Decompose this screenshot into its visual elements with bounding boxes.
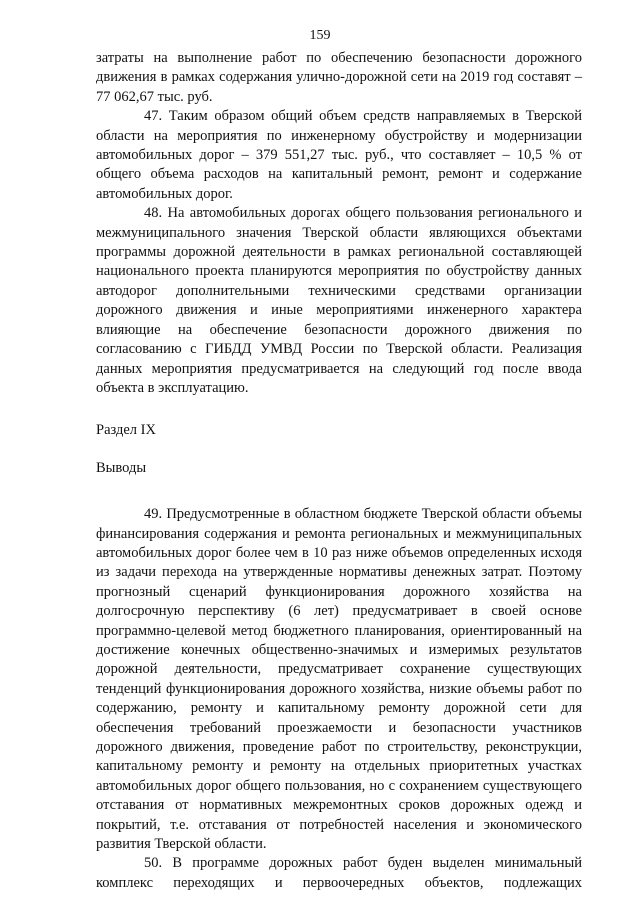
spacer (96, 441, 582, 459)
spacer (96, 478, 582, 505)
paragraph-continuation: затраты на выполнение работ по обеспечению безопасности дорожного движения в рамках содержания улично-дорожной сети на 2019 год составят – 77 062,67 тыс. руб. (96, 50, 582, 105)
paragraph-49: 49. Предусмотренные в областном бюджете Тверской области объемы финансирования содержания и ремонта региональных и межмуниципальных автомобильных дорог более чем в 10 раз ниже объемов определенных исходя из задачи перехода на утвержденные нормативы денежных затрат. Поэтому прогнозный сценарий функционирования дорожного хозяйства на долгосрочную перспективу (6 лет) предусматривает в своей основе программно-целевой метод бюджетного планирования, ориентированный на достижение конечных общественно-значимых и измеримых результатов дорожной деятельности, предусматривает сохранение существующих тенденций функционирования дорожного хозяйства, низкие объемы работ по содержанию, ремонту и капитальному ремонту дорожной сети для обеспечения требований проезжаемости и безопасности участников дорожного движения, проведение работ по строительству, реконструкции, капитальному ремонту и ремонту на отдельных приоритетных участках автомобильных дорог общего пользования, но с сохранением существующего отставания от нормативных межремонтных сроков дорожных одежд и покрытий, т.е. отставания от потребностей населения и экономического развития Тверской области. (96, 506, 582, 853)
document-body (96, 49, 582, 893)
paragraph-48: 48. На автомобильных дорогах общего пользования регионального и межмуниципального значения Тверской области являющихся объектами программы дорожной деятельности в рамках региональной составляющей национального проекта планируются мероприятия по обустройству данных автодорог дополнительными техническими средствами организации дорожного движения и иные мероприятиями инженерного характера влияющие на обеспечение безопасности дорожного движения по согласованию с ГИБДД УМВД России по Тверской области. Реализация данных мероприятия предусматривается на следующий год после ввода объекта в эксплуатацию. (96, 205, 582, 396)
spacer (96, 398, 582, 421)
section-heading: Раздел IX (96, 422, 156, 439)
paragraph-50: 50. В программе дорожных работ буден выделен минимальный комплекс переходящих и первоочередных объектов, подлежащих (96, 855, 582, 891)
section-title: Выводы (96, 459, 147, 476)
page-number: 159 (309, 28, 331, 43)
paragraph-47: 47. Таким образом общий объем средств направляемых в Тверской области на мероприятия по инженерному обустройству и модернизации автомобильных дорог – 379 551,27 тыс. руб., что составляет – 10,5 % от общего объема расходов на капитальный ремонт, ремонт и содержание автомобильных дорог. (96, 108, 582, 202)
